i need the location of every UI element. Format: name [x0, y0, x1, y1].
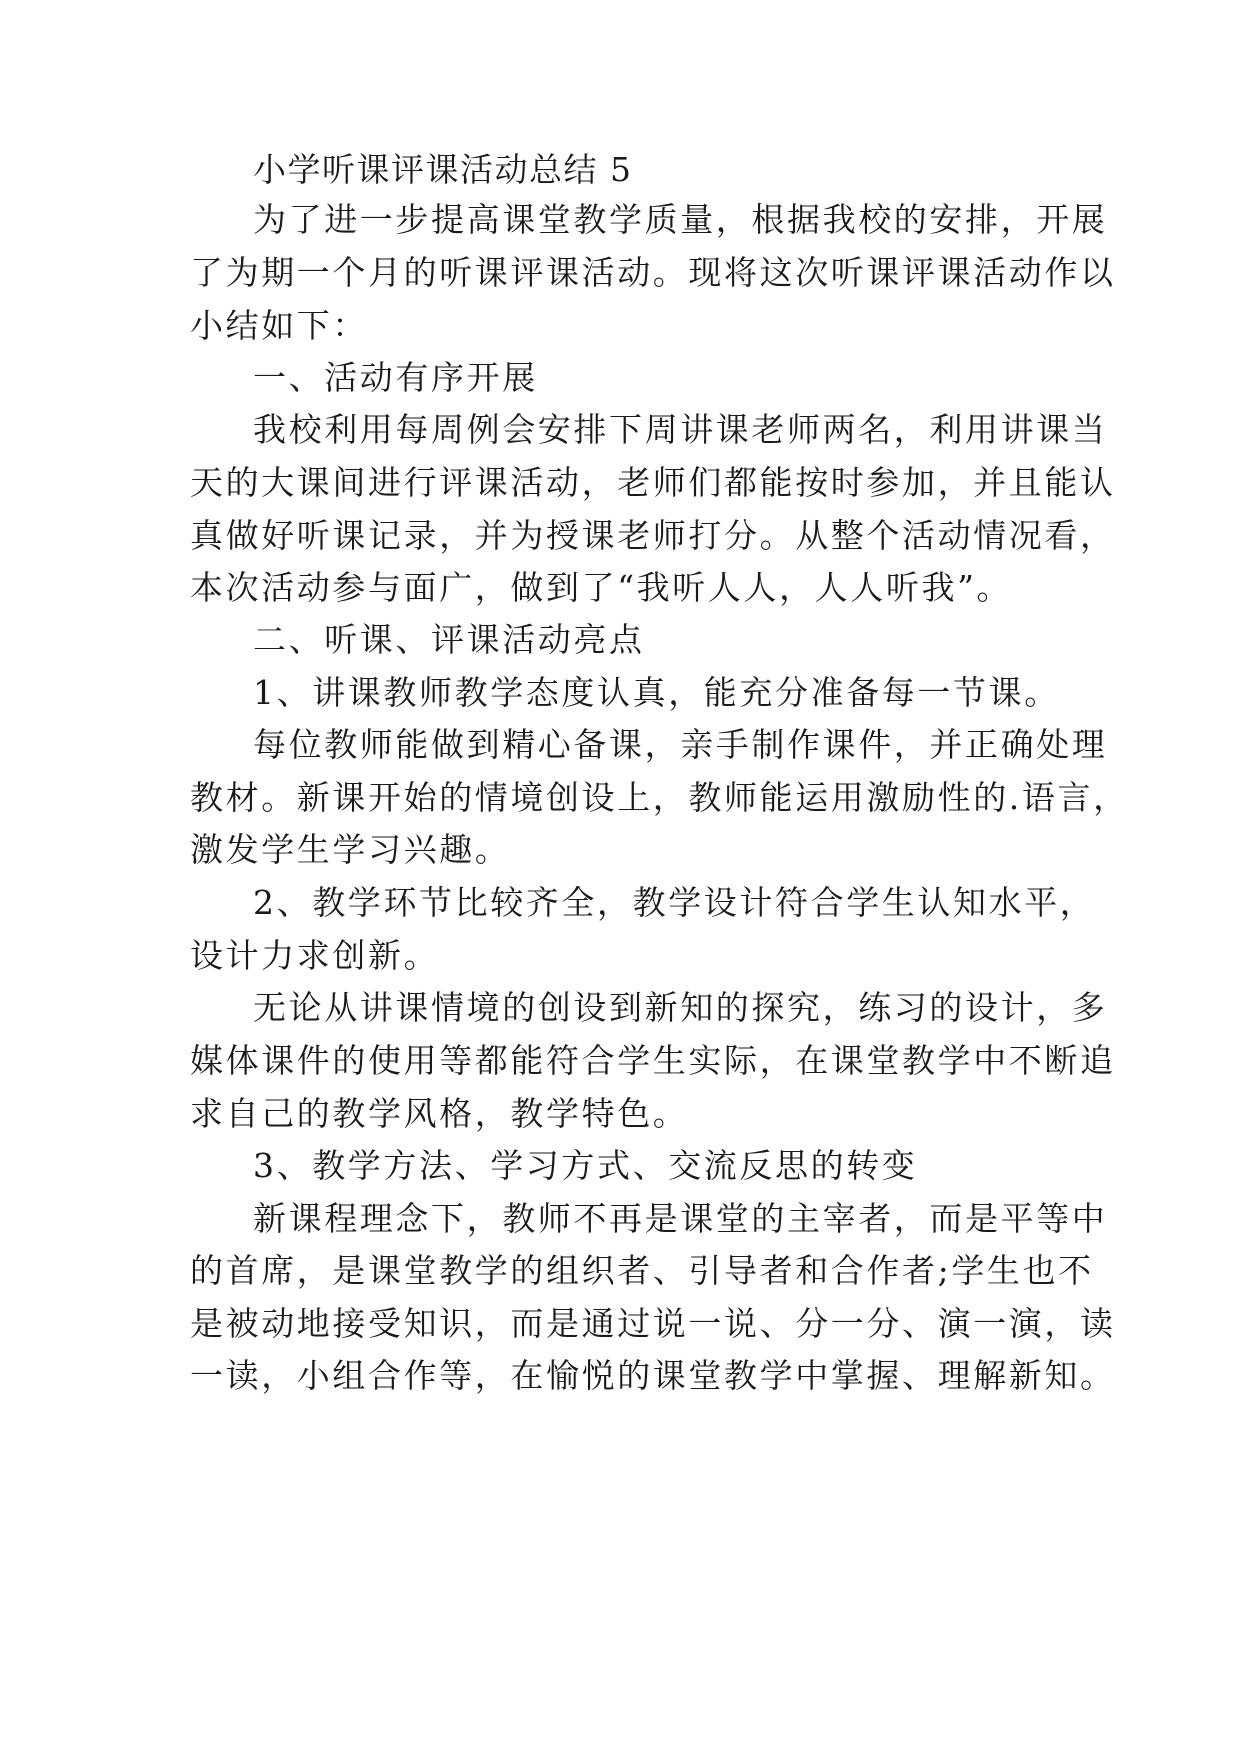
paragraph-line: 激发学生学习兴趣。: [190, 830, 511, 869]
subheading: 3、教学方法、学习方式、交流反思的转变: [253, 1146, 918, 1185]
paragraph-line: 我校利用每周例会安排下周讲课老师两名，利用讲课当: [253, 410, 1108, 449]
subheading: 1、讲课教师教学态度认真，能充分准备每一节课。: [253, 673, 1060, 712]
paragraph-line: 真做好听课记录，并为授课老师打分。从整个活动情况看，: [190, 516, 1116, 555]
subheading-continuation: 设计力求创新。: [190, 936, 440, 975]
paragraph-line: 教材。新课开始的情境创设上，教师能运用激励性的.语言，: [190, 778, 1129, 817]
section-heading: 二、听课、评课活动亮点: [253, 620, 645, 659]
paragraph-line: 每位教师能做到精心备课，亲手制作课件，并正确处理: [253, 725, 1108, 764]
paragraph-line: 媒体课件的使用等都能符合学生实际，在课堂教学中不断追: [190, 1041, 1116, 1080]
paragraph-line: 的首席，是课堂教学的组织者、引导者和合作者;学生也不: [190, 1251, 1094, 1290]
paragraph-line: 新课程理念下，教师不再是课堂的主宰者，而是平等中: [253, 1199, 1108, 1238]
paragraph-line: 了为期一个月的听课评课活动。现将这次听课评课活动作以: [190, 253, 1116, 292]
subheading: 2、教学环节比较齐全，教学设计符合学生认知水平，: [253, 883, 1096, 922]
paragraph-line: 天的大课间进行评课活动，老师们都能按时参加，并且能认: [190, 463, 1116, 502]
section-heading: 一、活动有序开展: [253, 358, 538, 397]
paragraph-line: 本次活动参与面广，做到了“我听人人，人人听我”。: [190, 568, 1013, 607]
paragraph-line: 求自己的教学风格，教学特色。: [190, 1094, 689, 1133]
paragraph-line: 无论从讲课情境的创设到新知的探究，练习的设计，多: [253, 988, 1108, 1027]
paragraph-line: 为了进一步提高课堂教学质量，根据我校的安排，开展: [253, 200, 1108, 239]
paragraph-line: 小结如下：: [190, 306, 368, 345]
paragraph-line: 一读，小组合作等，在愉悦的课堂教学中掌握、理解新知。: [190, 1356, 1116, 1395]
document-title: 小学听课评课活动总结 5: [253, 150, 633, 189]
paragraph-line: 是被动地接受知识，而是通过说一说、分一分、演一演，读: [190, 1304, 1116, 1343]
